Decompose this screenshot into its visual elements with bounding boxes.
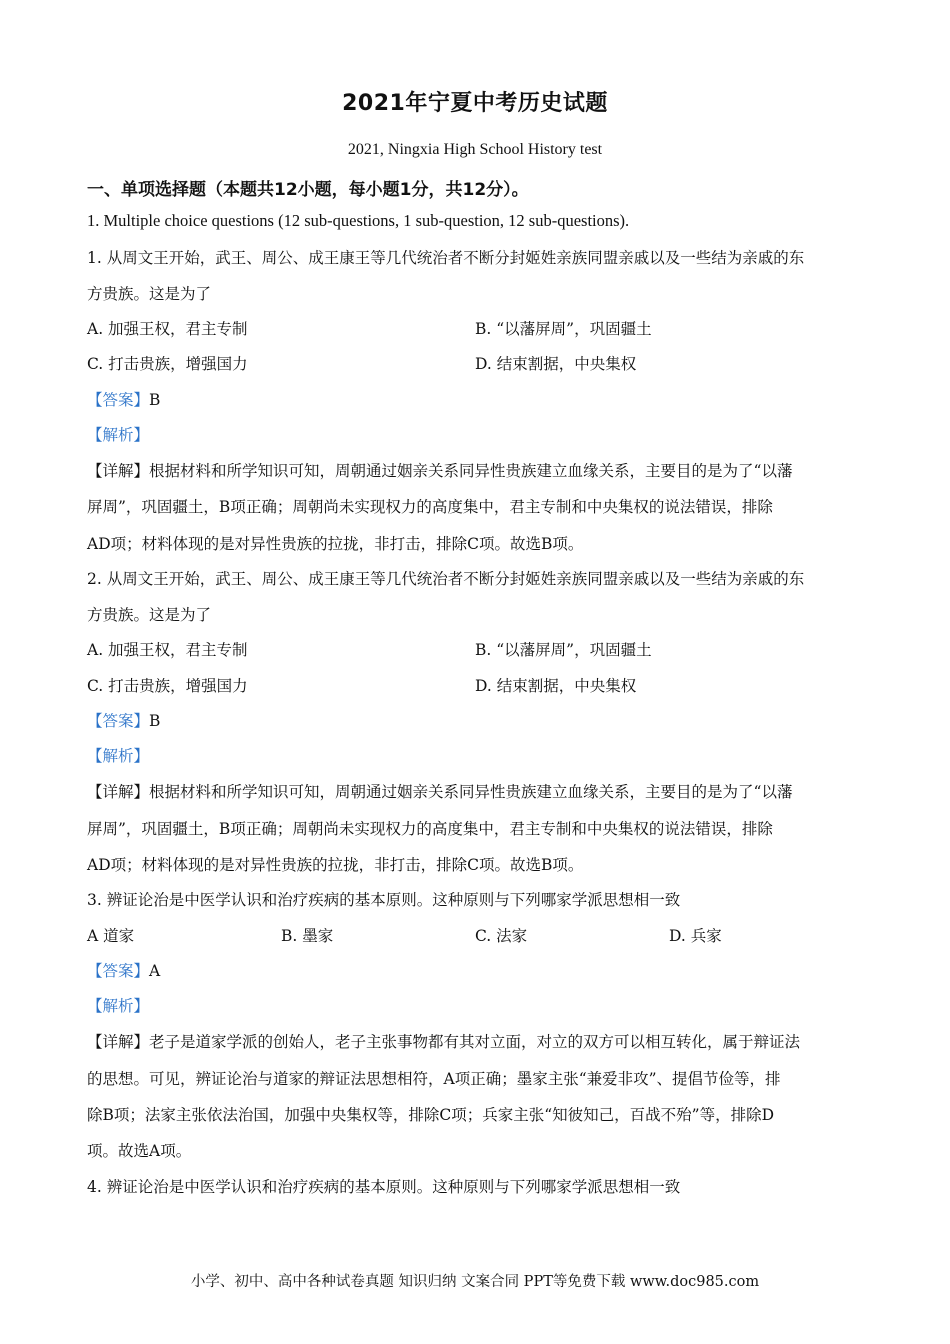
q3-detail-line1 [87,1030,800,1052]
q1-option-d: D. 结束割据，中央集权 [475,355,637,373]
q2-option-b: B. “以藩屏周”，巩固疆土 [475,641,652,659]
q1-detail-line2: 屏周”，巩固疆土，B项正确；周朝尚未实现权力的高度集中，君主专制和中央集权的说法错误，排除 [87,498,773,516]
q2-stem-line2: 方贵族。这是为了 [87,606,212,624]
q2-answer [87,709,160,731]
q2-option-d: D. 结束割据，中央集权 [475,677,637,695]
answer-tag: 【答案】 [87,391,150,409]
q1-stem-line2: 方贵族。这是为了 [87,285,212,303]
detail-text: 根据材料和所学知识可知，周朝通过姻亲关系同异性贵族建立血缘关系，主要目的是为了“以藩 [149,462,793,480]
analysis-tag: 【解析】 [87,997,150,1015]
page-title: 2021年宁夏中考历史试题 [342,91,608,116]
q2-option-a: A. 加强王权，君主专制 [87,641,248,659]
answer-value: B [149,712,161,730]
q1-option-b: B. “以藩屏周”，巩固疆土 [475,320,652,338]
detail-text: 根据材料和所学知识可知，周朝通过姻亲关系同异性贵族建立血缘关系，主要目的是为了“以藩 [149,783,793,801]
q2-detail-line1 [87,780,792,802]
q3-detail-line4: 项。故选A项。 [87,1142,192,1160]
analysis-tag: 【解析】 [87,426,150,444]
q2-option-c: C. 打击贵族，增强国力 [87,677,248,695]
q1-option-c: C. 打击贵族，增强国力 [87,355,248,373]
detail-text: 老子是道家学派的创始人，老子主张事物都有其对立面，对立的双方可以相互转化，属于辩证法 [149,1033,801,1051]
q1-stem-line1: 1. 从周文王开始，武王、周公、成王康王等几代统治者不断分封姬姓亲族同盟亲戚以及一些结为亲戚的东 [87,249,805,267]
page-subtitle: 2021, Ningxia High School History test [347,141,603,158]
answer-tag: 【答案】 [87,712,150,730]
q1-answer [87,388,160,410]
q1-detail-line1 [87,459,792,481]
q2-analysis [87,744,149,766]
answer-value: B [149,391,161,409]
section-heading: 一、单项选择题（本题共12小题，每小题1分，共12分）。 [87,180,529,200]
q3-stem-line1: 3. 辨证论治是中医学认识和治疗疾病的基本原则。这种原则与下列哪家学派思想相一致 [87,891,681,909]
answer-tag: 【答案】 [87,962,150,980]
q2-detail-line3: AD项；材料体现的是对异性贵族的拉拢，非打击，排除C项。故选B项。 [87,856,584,874]
q1-analysis [87,423,149,445]
q4-stem-line1: 4. 辨证论治是中医学认识和治疗疾病的基本原则。这种原则与下列哪家学派思想相一致 [87,1178,681,1196]
page-footer: 小学、初中、高中各种试卷真题 知识归纳 文案合同 PPT等免费下载 www.doc985.com [190,1274,760,1290]
q3-option-c: C. 法家 [475,927,528,945]
q1-detail-line3: AD项；材料体现的是对异性贵族的拉拢，非打击，排除C项。故选B项。 [87,535,584,553]
q3-detail-line3: 除B项；法家主张依法治国，加强中央集权等，排除C项；兵家主张“知彼知己，百战不殆”等，排除D [87,1106,775,1124]
q3-answer [87,959,160,981]
answer-value: A [149,962,161,980]
q3-detail-line2: 的思想。可见，辨证论治与道家的辩证法思想相符，A项正确；墨家主张“兼爱非攻”、提倡节俭等，排 [87,1070,781,1088]
detail-tag: 【详解】 [87,462,150,480]
detail-tag: 【详解】 [87,1033,150,1051]
q3-analysis [87,994,149,1016]
section-english: 1. Multiple choice questions (12 sub-questions, 1 sub-question, 12 sub-questions). [87,211,630,230]
q2-detail-line2: 屏周”，巩固疆土，B项正确；周朝尚未实现权力的高度集中，君主专制和中央集权的说法错误，排除 [87,820,773,838]
detail-tag: 【详解】 [87,783,150,801]
analysis-tag: 【解析】 [87,747,150,765]
q1-option-a: A. 加强王权，君主专制 [87,320,248,338]
q3-option-b: B. 墨家 [281,927,334,945]
q3-option-d: D. 兵家 [669,927,722,945]
q3-option-a: A 道家 [87,927,135,945]
q2-stem-line1: 2. 从周文王开始，武王、周公、成王康王等几代统治者不断分封姬姓亲族同盟亲戚以及一些结为亲戚的东 [87,570,805,588]
